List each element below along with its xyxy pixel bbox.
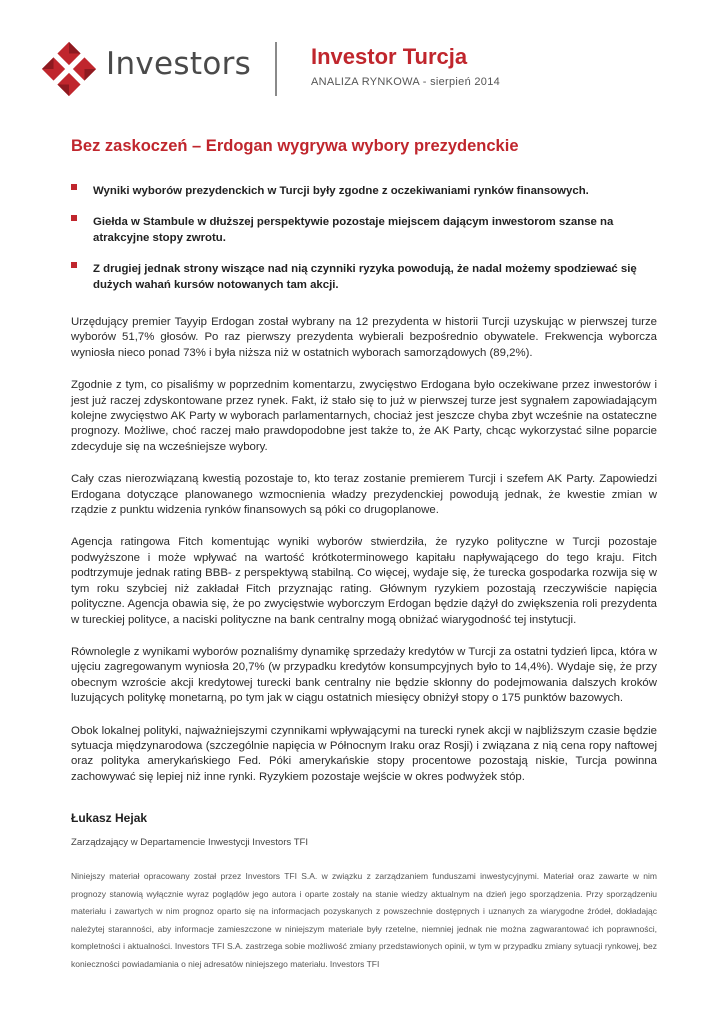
page-header <box>0 0 725 110</box>
author-role: Zarządzający w Departamencie Inwestycji Investors TFI <box>71 837 309 848</box>
paragraph: Równolegle z wynikami wyborów poznaliśmy dynamikę sprzedaży kredytów w Turcji za ostatni tydzień lipca, która w ujęciu zagregowanym wyniosła 20,7% (w przypadku kredytów konsumpcyjnych było to 14,4%). Wydaje się, że przy obecnym wzroście akcji kredytowej turecki bank centralny nie będzie skłonny do podejmowania dalszych kroków luzujących politykę monetarną, po tym jak w ciągu ostatnich miesięcy obniżył stopy o 175 punktów bazowych. <box>71 645 657 705</box>
key-point-text: Giełda w Stambule w dłuższej perspektywie pozostaje miejscem dającym inwestorom szanse na atrakcyjne stopy zwrotu. <box>93 216 614 244</box>
paragraph: Agencja ratingowa Fitch komentując wyniki wyborów stwierdziła, że ryzyko polityczne w Turcji pozostaje podwyższone i może wpływać na wartość krótkoterminowego kapitału napływającego do tego kraju. Fitch podtrzymuje jednak rating BBB- z perspektywą stabilną. Co więcej, wydaje się, że turecka gospodarka rozwija się w tym roku szybciej niż zakładał Fitch przyznając rating. Głównym ryzykiem pozostają rzeczywiście napięcia polityczne. Agencja obawia się, że po zwycięstwie wyborczym Erdogan będzie dążył do zwiększenia roli prezydenta w tureckiej polityce, a naciski polityczne na bank centralny mogą obniżać wiarygodność tej instytucji. <box>71 536 657 626</box>
article-headline: Bez zaskoczeń – Erdogan wygrywa wybory prezydenckie <box>71 137 519 155</box>
author-name: Łukasz Hejak <box>71 811 148 825</box>
key-point <box>71 183 661 199</box>
disclaimer-text: Niniejszy materiał opracowany został przez Investors TFI S.A. w związku z zarządzaniem funduszami inwestycyjnymi. Materiał oraz zawarte w nim prognozy stanowią wyłącznie wyraz poglądów jego autora i oparte zostały na stanie wiedzy aktualnym na dzień jego sporządzenia. Przy sporządzeniu materiału i zawartych w nim prognoz oparto się na informacjach pozyskanych z powszechnie dostępnych i uznanych za wiarygodne źródeł, dokładając należytej staranności, aby informacje zamieszczone w niniejszym materiale były rzetelne, niemniej jednak nie można zagwarantować ich poprawności, kompletności i aktualności. Investors TFI S.A. zastrzega sobie możliwość zmiany przedstawionych opinii, w tym w przypadku zmiany sytuacji rynkowej, bez konieczności powiadamiania o niej adresatów niniejszego materiału. Investors TFI <box>71 871 657 969</box>
key-point-text: Z drugiej jednak strony wiszące nad nią czynniki ryzyka powodują, że nadal możemy spodziewać się dużych wahań kursów notowanych tam akcji. <box>93 263 637 291</box>
article-body <box>71 315 657 802</box>
report-subtitle: ANALIZA RYNKOWA - sierpień 2014 <box>311 76 501 88</box>
key-point <box>71 261 661 293</box>
key-points-list <box>71 183 661 308</box>
paragraph: Cały czas nierozwiązaną kwestią pozostaje to, kto teraz zostanie premierem Turcji i szefem AK Party. Zapowiedzi Erdogana dotyczące planowanego wzmocnienia władzy prezydenckiej powodują jednak, że kwestie zmian w rządzie z punktu widzenia rynków finansowych są póki co drugoplanowe. <box>71 473 657 517</box>
paragraph: Obok lokalnej polityki, najważniejszymi czynnikami wpływającymi na turecki rynek akcji w najbliższym czasie będzie sytuacja międzynarodowa (szczególnie napięcia w Północnym Iraku oraz Rosji) i związana z nią cena ropy naftowej oraz polityka amerykańskiego Fed. Póki amerykańskie stopy procentowe pozostają niskie, Turcja powinna zachowywać się lepiej niż inne rynki. Ryzykiem pozostaje wejście w okres podwyżek stóp. <box>71 724 657 783</box>
investors-logo-icon <box>40 40 98 98</box>
header-divider <box>275 42 277 96</box>
bullet-square-icon <box>71 184 77 190</box>
bullet-square-icon <box>71 262 77 268</box>
key-point <box>71 214 661 246</box>
paragraph: Urzędujący premier Tayyip Erdogan został wybrany na 12 prezydenta w historii Turcji uzyskując w pierwszej turze wyborów 51,7% głosów. Po raz pierwszy prezydenta wybierali bezpośrednio obywatele. Frekwencja wyborcza wyniosła nieco ponad 73% i była niższa niż w ostatnich wyborach samorządowych (89,2%). <box>71 316 657 359</box>
report-title: Investor Turcja <box>311 44 468 69</box>
key-point-text: Wyniki wyborów prezydenckich w Turcji były zgodne z oczekiwaniami rynków finansowych. <box>93 185 589 197</box>
brand-name: Investors <box>106 46 252 82</box>
bullet-square-icon <box>71 215 77 221</box>
paragraph: Zgodnie z tym, co pisaliśmy w poprzednim komentarzu, zwycięstwo Erdogana było oczekiwane przez inwestorów i jest już raczej zdyskontowane przez rynek. Fakt, iż stało się to już w pierwszej turze jest sygnałem zapowiadającym kolejne zwycięstwo AK Party w wyborach parlamentarnych, chociaż jest jeszcze chyba zbyt wcześnie na ostateczne prognozy. Możliwe, choć raczej mało prawdopodobne jest także to, że AK Party, chcąc wykorzystać silne poparcie zdecyduje się na wcześniejsze wybory. <box>71 379 657 453</box>
